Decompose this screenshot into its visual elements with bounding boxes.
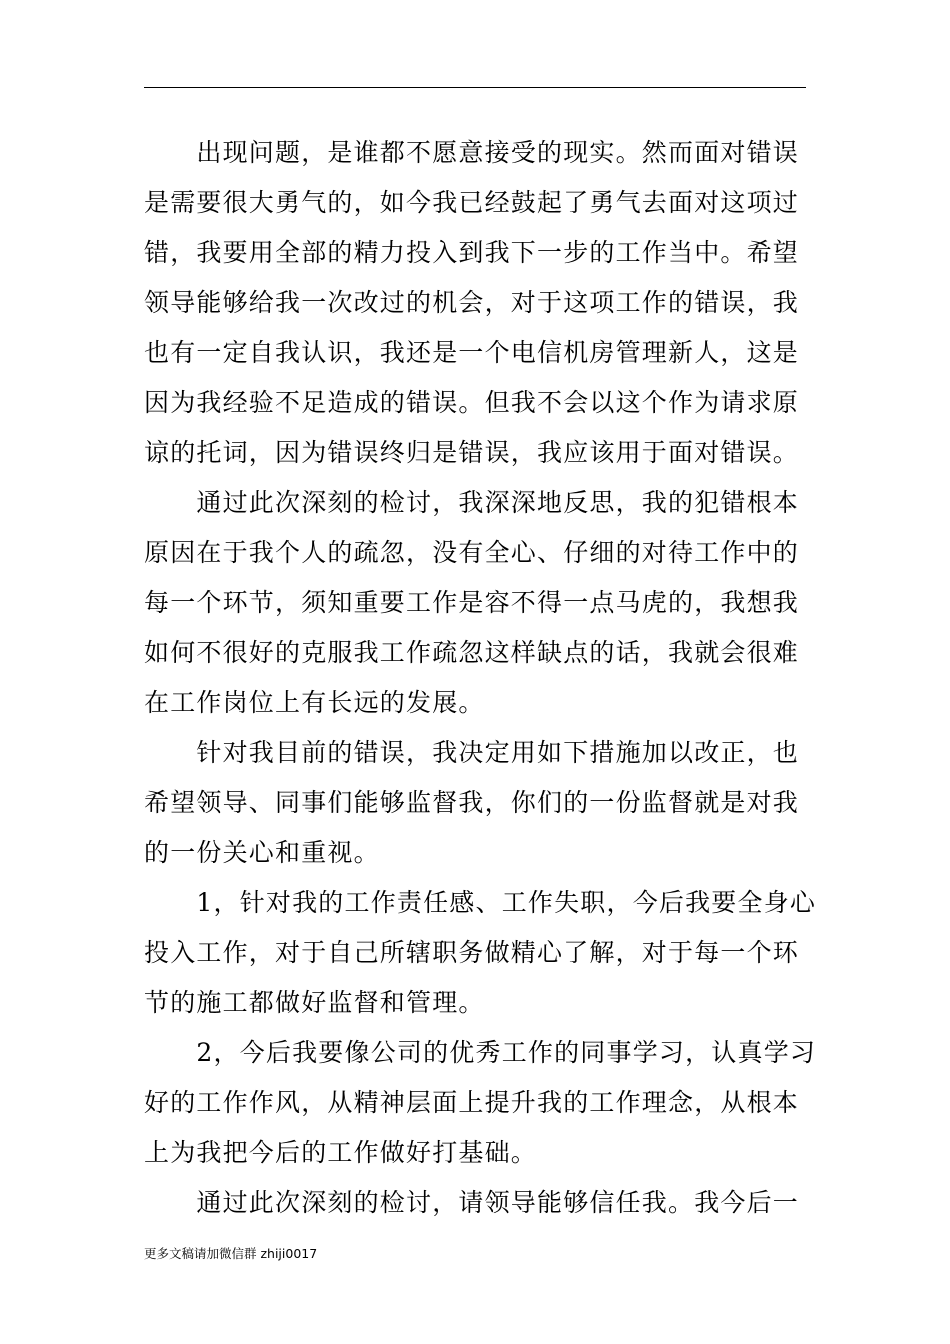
text-line: 通过此次深刻的检讨，我深深地反思，我的犯错根本	[144, 488, 800, 517]
text-line: 针对我目前的错误，我决定用如下措施加以改正，也	[144, 738, 800, 767]
text-line: 出现问题，是谁都不愿意接受的现实。然而面对错误	[144, 138, 800, 167]
document-body	[144, 128, 817, 1228]
text-line: 如何不很好的克服我工作疏忽这样缺点的话，我就会很难	[144, 638, 800, 667]
text-line: 好的工作作风，从精神层面上提升我的工作理念，从根本	[144, 1088, 800, 1117]
text-line: 投入工作，对于自己所辖职务做精心了解，对于每一个环	[144, 938, 800, 967]
text-line: 在工作岗位上有长远的发展。	[144, 688, 485, 717]
text-line: 原因在于我个人的疏忽，没有全心、仔细的对待工作中的	[144, 538, 800, 567]
text-line: 2，今后我要像公司的优秀工作的同事学习，认真学习	[144, 1038, 817, 1067]
text-line: 是需要很大勇气的，如今我已经鼓起了勇气去面对这项过	[144, 188, 800, 217]
text-line: 错，我要用全部的精力投入到我下一步的工作当中。希望	[144, 238, 800, 267]
header-rule	[144, 87, 806, 88]
text-line: 每一个环节，须知重要工作是容不得一点马虎的，我想我	[144, 588, 800, 617]
text-line: 上为我把今后的工作做好打基础。	[144, 1138, 538, 1167]
footer-note: 更多文稿请加微信群 zhiji0017	[144, 1246, 318, 1261]
text-line: 领导能够给我一次改过的机会，对于这项工作的错误，我	[144, 288, 800, 317]
text-line: 也有一定自我认识，我还是一个电信机房管理新人，这是	[144, 338, 800, 367]
text-line: 希望领导、同事们能够监督我，你们的一份监督就是对我	[144, 788, 800, 817]
text-line: 通过此次深刻的检讨，请领导能够信任我。我今后一	[144, 1188, 800, 1217]
text-line: 1，针对我的工作责任感、工作失职，今后我要全身心	[144, 888, 817, 917]
text-line: 因为我经验不足造成的错误。但我不会以这个作为请求原	[144, 388, 800, 417]
text-line: 谅的托词，因为错误终归是错误，我应该用于面对错误。	[144, 438, 800, 467]
text-line: 的一份关心和重视。	[144, 838, 380, 867]
text-line: 节的施工都做好监督和管理。	[144, 988, 485, 1017]
